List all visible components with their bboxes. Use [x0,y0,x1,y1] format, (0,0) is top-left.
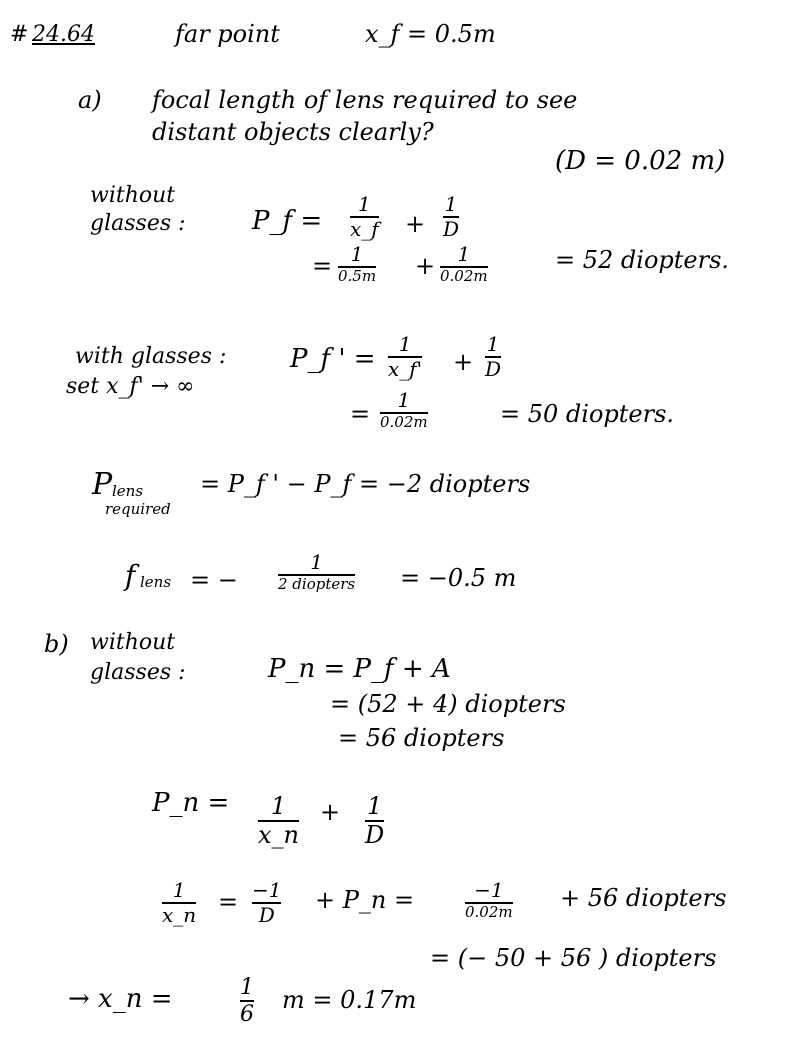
xn-final-result: m = 0.17m [282,986,417,1014]
result-52-diopters: = 52 diopters. [555,246,730,274]
pn-equation: P_n = P_f + A [268,654,451,684]
f-lens-subscript: lens [140,573,172,591]
far-point-equation: x_f = 0.5m [365,20,496,48]
pn-56-diopters: = 56 diopters [338,724,505,752]
without-glasses-2: glasses : [90,211,186,236]
plus-sign: + [405,210,426,238]
f-lens-equals-minus: = − [190,566,238,594]
result-50-diopters: = 50 diopters. [500,400,675,428]
frac-1-over-2-diopters: 1 2 diopters [278,550,356,593]
p-lens-subscript: lens [112,482,144,500]
f-lens-symbol: f [125,559,136,592]
frac-1-over-d-b: 1 D [365,792,385,850]
plus-sign: + [453,348,474,376]
plus-sign: + [320,798,341,826]
frac-1-over-6: 1 6 [240,975,254,1028]
frac-1-over-002m: 1 0.02m [440,242,488,285]
part-b-letter: b) [44,630,69,658]
equals-sign: = [350,400,371,428]
equals-sign: = [218,888,239,916]
with-glasses-label: with glasses : [75,344,227,369]
frac-1-over-xn-lhs: 1 x_n [162,878,197,927]
frac-1-over-xf: 1 x_f [350,192,379,241]
problem-hash: # [10,22,29,47]
frac-1-over-05m: 1 0.5m [338,242,377,285]
problem-number: 24.64 [32,22,95,47]
part-a-letter: a) [78,86,102,114]
set-xf-infinity: set x_f' → ∞ [66,374,195,399]
f-lens-result: = −0.5 m [400,564,517,592]
question-line-2: distant objects clearly? [152,118,434,146]
frac-1-over-d: 1 D [485,332,502,381]
difference-diopters: = (− 50 + 56 ) diopters [430,944,717,972]
pn-label: P_n = [152,788,230,818]
p-lens-equation: = P_f ' − P_f = −2 diopters [200,470,531,498]
pn-sum: = (52 + 4) diopters [330,690,566,718]
without-glasses-b-1: without [90,630,176,655]
frac-minus1-over-d: −1 D [252,878,282,927]
d-value: (D = 0.02 m) [555,146,726,176]
frac-1-over-d: 1 D [443,192,460,241]
pf-label: P_f = [252,206,323,236]
frac-1-over-xf-prime: 1 x_f' [388,332,423,381]
frac-1-over-002m: 1 0.02m [380,388,428,431]
frac-minus1-over-002m: −1 0.02m [465,878,513,921]
far-point-label: far point [175,20,280,48]
without-glasses-1: without [90,183,176,208]
without-glasses-b-2: glasses : [90,660,186,685]
p-lens-required: required [105,500,171,518]
frac-1-over-xn: 1 x_n [258,792,299,850]
plus-pn-equals: + P_n = [315,886,415,914]
xn-arrow-result: → x_n = [68,984,173,1014]
p-lens-symbol: P [92,467,113,502]
equals-sign: = [312,252,333,280]
pf-prime-label: P_f ' = [290,344,376,374]
plus-sign: + [415,252,436,280]
plus-56-diopters: + 56 diopters [560,884,727,912]
question-line-1: focal length of lens required to see [152,86,578,114]
